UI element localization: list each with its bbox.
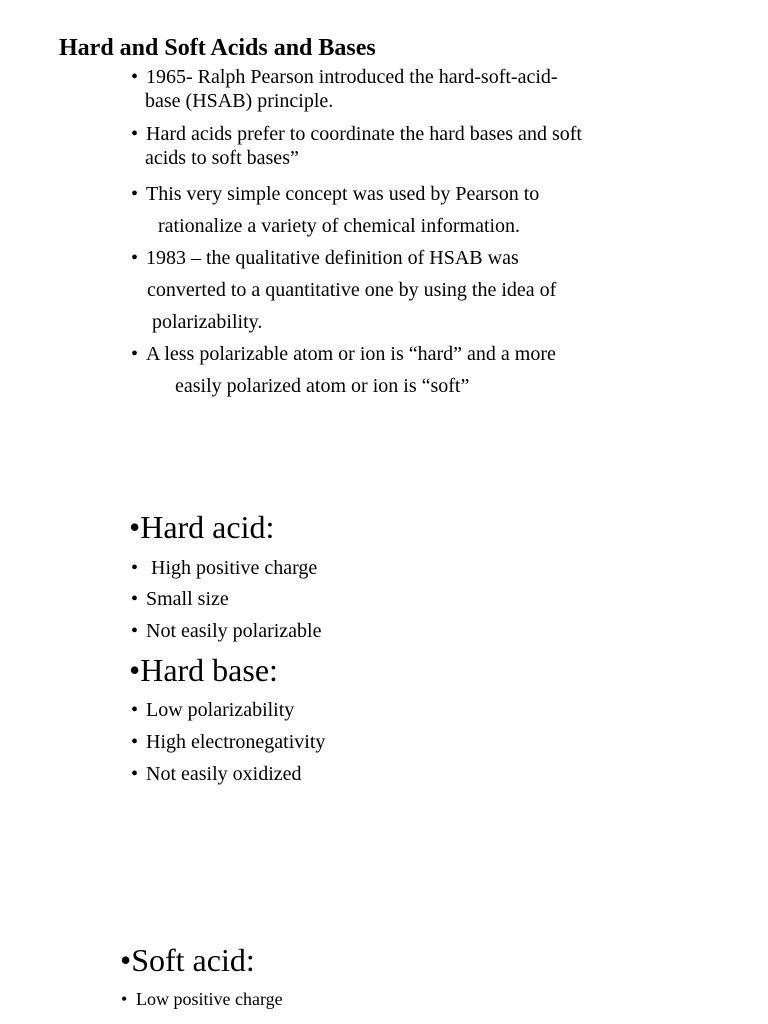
hard-acid-item-1 [131, 556, 317, 580]
intro-bullet-4-line3: polarizability. [152, 311, 263, 333]
hard-acid-heading [129, 508, 274, 546]
hard-base-item-1 [131, 698, 294, 722]
bullet-mark: • [131, 763, 139, 785]
hard-acid-heading-text: Hard acid: [140, 509, 275, 545]
bullet-mark: • [121, 989, 128, 1009]
hard-base-item-3-text: Not easily oxidized [146, 763, 302, 785]
intro-bullet-4-line2: converted to a quantitative one by using the idea of [147, 279, 557, 301]
intro-bullet-2 [131, 122, 582, 170]
bullet-mark: • [129, 652, 141, 688]
soft-acid-item-1-text: Low positive charge [136, 989, 283, 1009]
bullet-mark: • [131, 557, 139, 579]
bullet-mark: • [131, 588, 139, 610]
intro-bullet-5-line1: A less polarizable atom or ion is “hard” and a more [146, 343, 556, 365]
bullet-mark: • [131, 620, 139, 642]
intro-bullet-2-line2: acids to soft bases” [145, 147, 299, 169]
soft-acid-item-1 [121, 987, 283, 1011]
hard-base-item-2 [131, 730, 325, 754]
bullet-mark: • [120, 942, 132, 978]
intro-bullet-3-line1: This very simple concept was used by Pearson to [146, 183, 540, 205]
intro-bullet-4-line1: 1983 – the qualitative definition of HSAB was [146, 247, 519, 269]
soft-acid-heading [120, 941, 255, 979]
hard-base-item-3 [131, 762, 302, 786]
intro-bullet-2-line1: Hard acids prefer to coordinate the hard bases and soft [146, 123, 582, 145]
hard-acid-item-1-text: High positive charge [151, 557, 318, 579]
soft-acid-heading-text: Soft acid: [131, 942, 255, 978]
intro-bullet-1-line2: base (HSAB) principle. [145, 90, 334, 112]
hard-acid-item-3-text: Not easily polarizable [146, 620, 322, 642]
bullet-mark: • [131, 699, 139, 721]
hard-base-heading [129, 651, 278, 689]
intro-bullet-5 [131, 338, 556, 402]
hard-acid-item-2-text: Small size [146, 588, 229, 610]
bullet-mark: • [131, 66, 139, 88]
intro-bullet-5-line2: easily polarized atom or ion is “soft” [175, 375, 470, 397]
hard-base-item-1-text: Low polarizability [146, 699, 295, 721]
intro-bullet-4 [131, 242, 556, 338]
hard-base-heading-text: Hard base: [140, 652, 278, 688]
intro-bullet-1 [131, 65, 558, 113]
intro-bullet-3-line2: rationalize a variety of chemical information. [158, 215, 521, 237]
bullet-mark: • [131, 183, 139, 205]
page-title: Hard and Soft Acids and Bases [59, 35, 376, 61]
intro-bullet-1-line1: 1965- Ralph Pearson introduced the hard-soft-acid- [146, 66, 558, 88]
bullet-mark: • [129, 509, 141, 545]
hard-base-item-2-text: High electronegativity [146, 731, 326, 753]
bullet-mark: • [131, 731, 139, 753]
hard-acid-item-2 [131, 587, 229, 611]
bullet-mark: • [131, 247, 139, 269]
bullet-mark: • [131, 123, 139, 145]
bullet-mark: • [131, 343, 139, 365]
intro-bullet-3 [131, 178, 539, 242]
hard-acid-item-3 [131, 619, 322, 643]
